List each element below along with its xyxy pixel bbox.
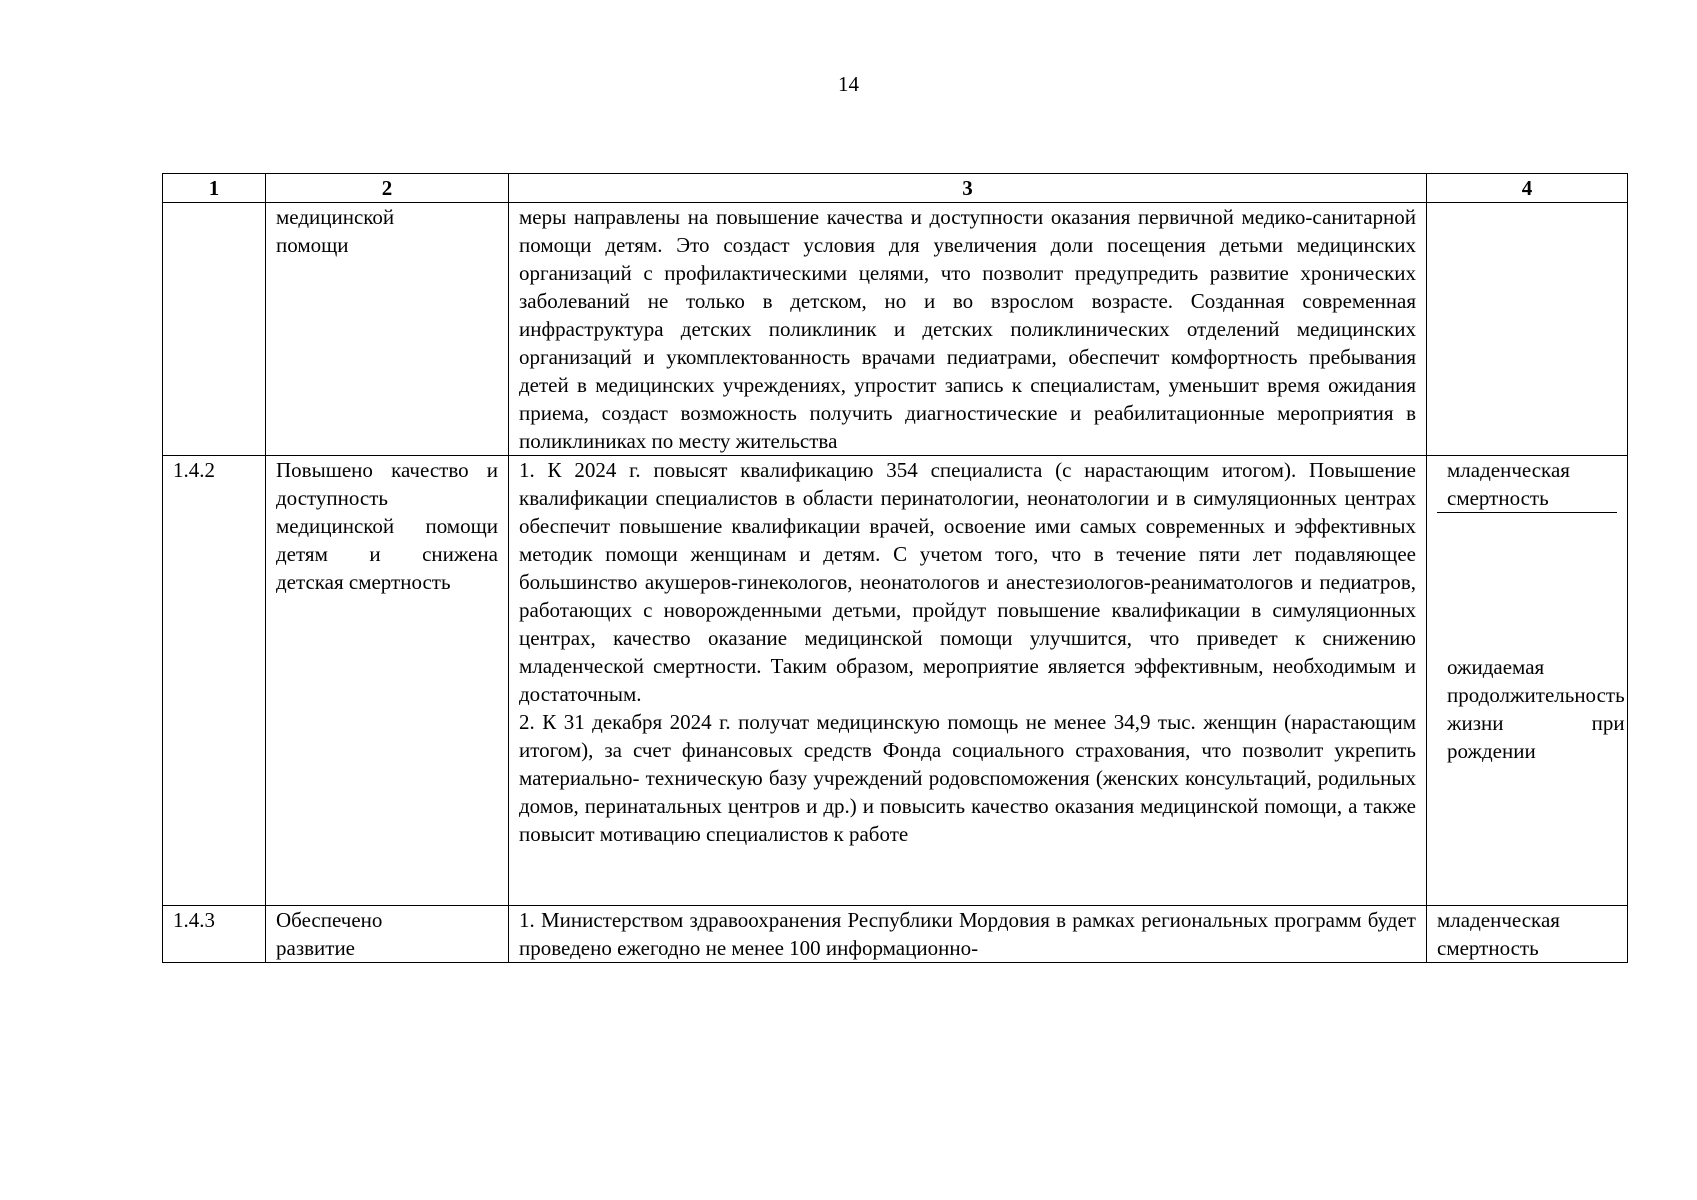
row2-indicators — [1427, 456, 1628, 906]
row1-description-text: меры направлены на повышение качества и доступности оказания первичной медико-санитарной помощи детям. Это создаст условия для увеличения доли посещения детьми медицинских организаций с профилактическими целями, что позволит предупредить развитие хронических заболеваний не только в детском, но и во взрослом возрасте. Созданная современная инфраструктура детских поликлиник и детских поликлинических отделений медицинских организаций и укомплектованность врачами педиатрами, обеспечит комфортность пребывания детей в медицинских учреждениях, упростит запись к специалистам, уменьшит время ожидания приема, создаст возможность получить диагностические и реабилитационные мероприятия в поликлиниках по месту жительства — [519, 205, 1416, 453]
row1-result: медицинской помощи — [266, 203, 509, 456]
row3-number: 1.4.3 — [163, 906, 266, 963]
row3-result: Обеспечено развитие — [266, 906, 509, 963]
row2-indicator-life-expectancy-text: ожидаемая продолжительность жизни при рождении — [1447, 655, 1625, 763]
row2-result: Повышено качество и доступность медицинской помощи детям и снижена детская смертность — [266, 456, 509, 906]
header-col-1: 1 — [163, 174, 266, 203]
table-row — [163, 906, 1628, 963]
indicators-table — [162, 173, 1628, 963]
table-header-row — [163, 174, 1628, 203]
header-col-2: 2 — [266, 174, 509, 203]
row1-indicator — [1427, 203, 1628, 456]
row2-description-item-2: 2. К 31 декабря 2024 г. получат медицинскую помощь не менее 34,9 тыс. женщин (нарастающим итогом), за счет финансовых средств Фонда социального страхования, что позволит укрепить материально- техническую базу учреждений родовспоможения (женских консультаций, родильных домов, перинатальных центров и др.) и повысить качество оказания медицинской помощи, а также повысит мотивацию специалистов к работе — [519, 710, 1416, 846]
row3-description — [509, 906, 1427, 963]
row1-description — [509, 203, 1427, 456]
row2-number: 1.4.2 — [163, 456, 266, 906]
row2-indicator-life-expectancy — [1437, 513, 1625, 905]
row3-indicator: младенческая смертность — [1427, 906, 1628, 963]
row1-number — [163, 203, 266, 456]
row2-description-item-1: 1. К 2024 г. повысят квалификацию 354 специалиста (с нарастающим итогом). Повышение квалификации специалистов в области перинатологии, неонатологии и в симуляционных центрах обеспечит повышение квалификации врачей, освоение ими самых современных и эффективных методик помощи женщинам и детям. С учетом того, что в течение пяти лет подавляющее большинство акушеров-гинекологов, неонатологов и анестезиологов-реаниматологов и педиатров, работающих с новорожденными детьми, пройдут повышение квалификации в симуляционных центрах, качество оказание медицинской помощи улучшится, что приведет к снижению младенческой смертности. Таким образом, мероприятие является эффективным, необходимым и достаточным. — [519, 458, 1416, 706]
row3-description-text: 1. Министерством здравоохранения Республики Мордовия в рамках региональных программ будет проведено ежегодно не менее 100 информационно- — [519, 908, 1416, 960]
header-col-4: 4 — [1427, 174, 1628, 203]
page-number: 14 — [838, 72, 859, 96]
row2-indicator-infant-mortality: младенческая смертность — [1437, 456, 1617, 513]
table-row — [163, 456, 1628, 906]
row2-description — [509, 456, 1427, 906]
header-col-3: 3 — [509, 174, 1427, 203]
table-row — [163, 203, 1628, 456]
